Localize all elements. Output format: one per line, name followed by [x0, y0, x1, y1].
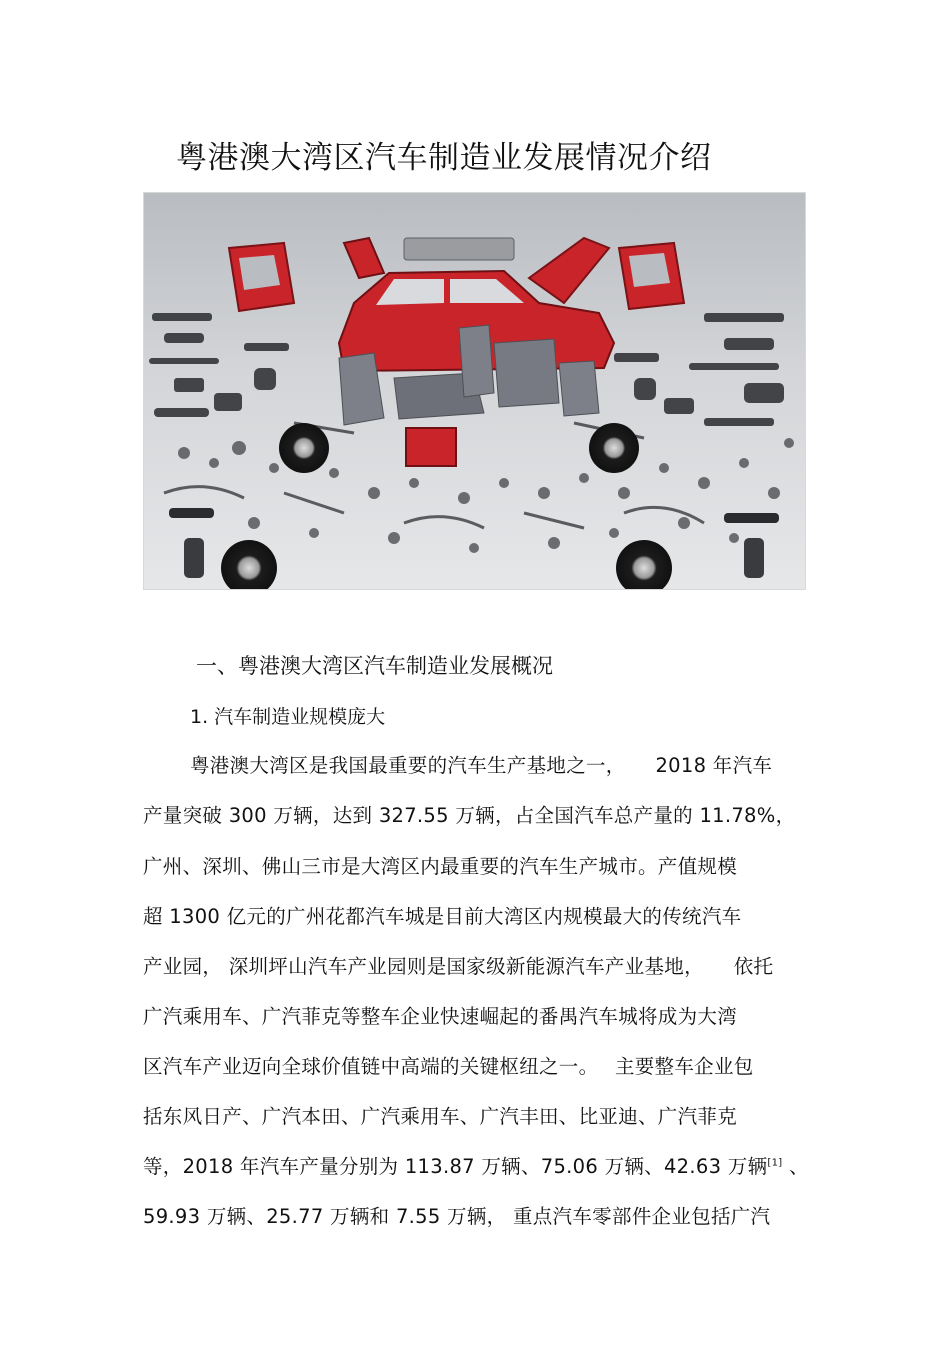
citation-link[interactable]: [1] — [767, 1157, 783, 1169]
body-line-1: 粤港澳大湾区是我国最重要的汽车生产基地之一， 2018 年汽车 — [190, 754, 773, 777]
body-line-10: 59.93 万辆、25.77 万辆和 7.55 万辆， 重点汽车零部件企业包括广汽 — [143, 1205, 771, 1228]
section-heading: 一、粤港澳大湾区汽车制造业发展概况 — [196, 654, 553, 678]
car-parts-photo — [143, 192, 806, 590]
body-line-9 — [143, 1152, 823, 1182]
body-line-6: 广汽乘用车、广汽菲克等整车企业快速崛起的番禺汽车城将成为大湾 — [143, 1005, 738, 1028]
body-line-8: 括东风日产、广汽本田、广汽乘用车、广汽丰田、比亚迪、广汽菲克 — [143, 1105, 738, 1128]
document-title: 粤港澳大湾区汽车制造业发展情况介绍 — [176, 140, 712, 176]
body-line-2: 产量突破 300 万辆，达到 327.55 万辆，占全国汽车总产量的 11.78%， — [143, 804, 796, 827]
body-line-9-tail: 、 — [782, 1155, 809, 1178]
body-line-7: 区汽车产业迈向全球价值链中高端的关键枢纽之一。 主要整车企业包 — [143, 1055, 754, 1078]
body-line-9-text: 等，2018 年汽车产量分别为 113.87 万辆、75.06 万辆、42.63 万辆 — [143, 1155, 768, 1178]
subsection-heading: 1. 汽车制造业规模庞大 — [190, 706, 386, 728]
body-line-3: 广州、深圳、佛山三市是大湾区内最重要的汽车生产城市。产值规模 — [143, 855, 738, 878]
body-line-4: 超 1300 亿元的广州花都汽车城是目前大湾区内规模最大的传统汽车 — [143, 905, 742, 928]
body-line-5: 产业园， 深圳坪山汽车产业园则是国家级新能源汽车产业基地， 依托 — [143, 955, 774, 978]
